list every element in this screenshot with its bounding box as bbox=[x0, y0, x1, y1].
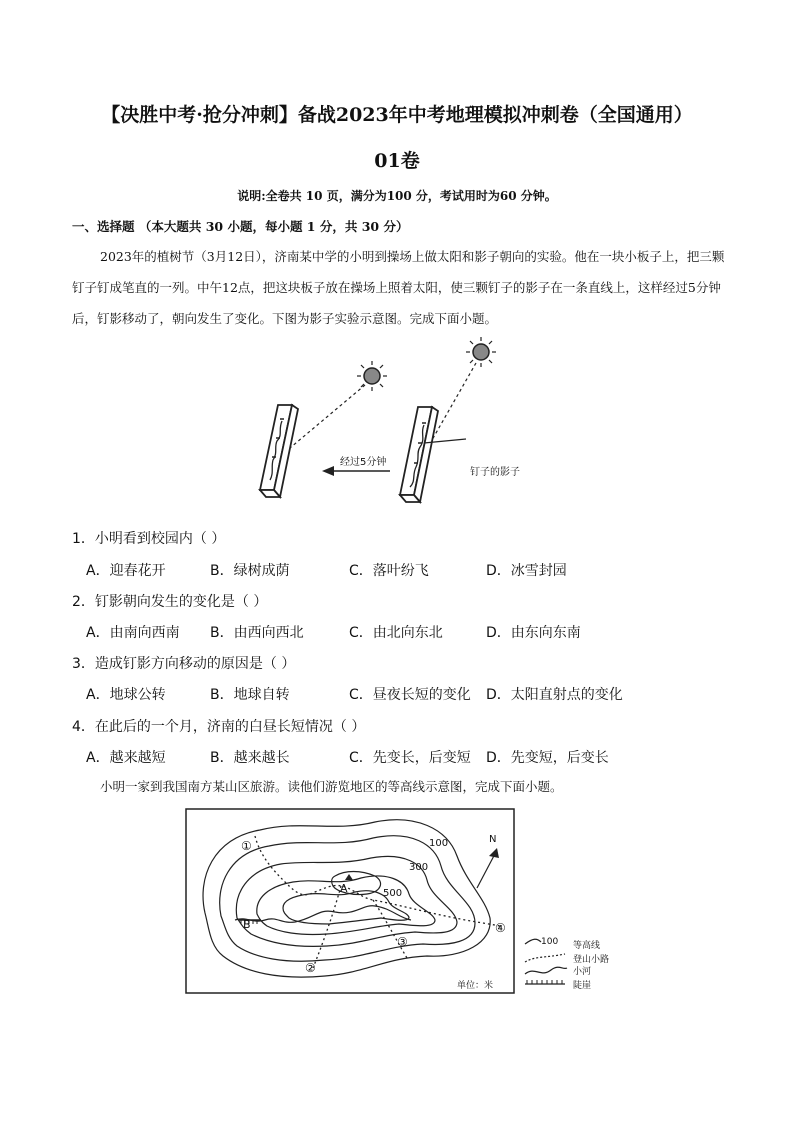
q1-option-d[interactable]: D．冰雪封园 bbox=[486, 563, 567, 579]
marker-2: ② bbox=[305, 961, 316, 975]
q2-option-d[interactable]: D．由东向东南 bbox=[486, 625, 581, 641]
q4-option-b[interactable]: B．越来越长 bbox=[210, 750, 290, 766]
question-1-stem: 1．小明看到校园内（ ） bbox=[72, 531, 226, 547]
q1-option-b[interactable]: B．绿树成荫 bbox=[210, 563, 290, 579]
point-b-label: B bbox=[243, 918, 251, 931]
q3-option-b[interactable]: B．地球自转 bbox=[210, 687, 290, 703]
legend-river-label: 小河 bbox=[573, 967, 592, 977]
q4-option-d[interactable]: D．先变短，后变长 bbox=[486, 750, 609, 766]
map-unit: 单位：米 bbox=[457, 981, 494, 991]
north-label: N bbox=[489, 834, 497, 845]
q2-option-a[interactable]: A．由南向西南 bbox=[86, 625, 180, 641]
q2-option-b[interactable]: B．由西向西北 bbox=[210, 625, 304, 641]
sun-icon-left bbox=[357, 361, 387, 391]
legend-contour-label: 等高线 bbox=[573, 941, 601, 951]
question-3-stem: 3．造成钉影方向移动的原因是（ ） bbox=[72, 656, 296, 672]
q3-option-c[interactable]: C．昼夜长短的变化 bbox=[349, 687, 471, 703]
board-right bbox=[400, 407, 438, 502]
q4-option-a[interactable]: A．越来越短 bbox=[86, 750, 166, 766]
sun-icon-right bbox=[466, 337, 496, 367]
legend-path-icon bbox=[525, 954, 565, 962]
board-left bbox=[260, 405, 298, 497]
page-title: 【决胜中考·抢分冲刺】备战2023年中考地理模拟冲刺卷（全国通用） bbox=[101, 104, 693, 126]
contour-map-figure bbox=[185, 808, 625, 998]
legend-contour-sample: 100 bbox=[541, 937, 559, 947]
section2-intro: 小明一家到我国南方某山区旅游。读他们游览地区的等高线示意图，完成下面小题。 bbox=[100, 779, 563, 794]
section-heading: 一、选择题 （本大题共 30 小题，每小题 1 分，共 30 分） bbox=[72, 219, 409, 234]
q4-option-c[interactable]: C．先变长，后变短 bbox=[349, 750, 471, 766]
marker-3: ③ bbox=[397, 935, 408, 949]
legend-path-label: 登山小路 bbox=[573, 955, 610, 965]
page-subtitle: 01卷 bbox=[374, 150, 420, 172]
q3-option-a[interactable]: A．地球公转 bbox=[86, 687, 166, 703]
shadow-experiment-figure bbox=[240, 335, 540, 515]
marker-4: ④ bbox=[495, 921, 506, 935]
question-4-stem: 4．在此后的一个月，济南的白昼长短情况（ ） bbox=[72, 719, 366, 735]
q1-option-c[interactable]: C．落叶纷飞 bbox=[349, 563, 429, 579]
legend-contour-icon bbox=[525, 939, 541, 944]
contour-label-100: 100 bbox=[429, 838, 449, 849]
question-2-stem: 2．钉影朝向发生的变化是（ ） bbox=[72, 594, 268, 610]
point-a-label: A bbox=[340, 882, 348, 895]
shadow-label: 钉子的影子 bbox=[470, 467, 520, 478]
q3-option-d[interactable]: D．太阳直射点的变化 bbox=[486, 687, 623, 703]
q1-option-a[interactable]: A．迎春花开 bbox=[86, 563, 166, 579]
arrow-label: 经过5分钟 bbox=[340, 457, 387, 468]
exam-note: 说明:全卷共 10 页，满分为100 分，考试用时为60 分钟。 bbox=[237, 189, 557, 203]
legend-river-icon bbox=[525, 967, 567, 974]
intro-paragraph: 2023年的植树节（3月12日），济南某中学的小明到操场上做太阳和影子朝向的实验。他在一块小板子上，把三颗钉子钉成笔直的一列。中午12点，把这块板子放在操场上照着太阳，使三颗钉子的影子在一条直线上，这样经过5分钟后，钉影移动了，朝向发生了变化。下图为影子实验示意图。完成下面小题。 bbox=[72, 249, 725, 326]
map-legend bbox=[525, 937, 609, 991]
marker-1: ① bbox=[241, 839, 252, 853]
q2-option-c[interactable]: C．由北向东北 bbox=[349, 625, 443, 641]
contour-label-300: 300 bbox=[409, 862, 429, 873]
contour-label-500: 500 bbox=[383, 888, 403, 899]
legend-cliff-label: 陡崖 bbox=[573, 981, 592, 991]
